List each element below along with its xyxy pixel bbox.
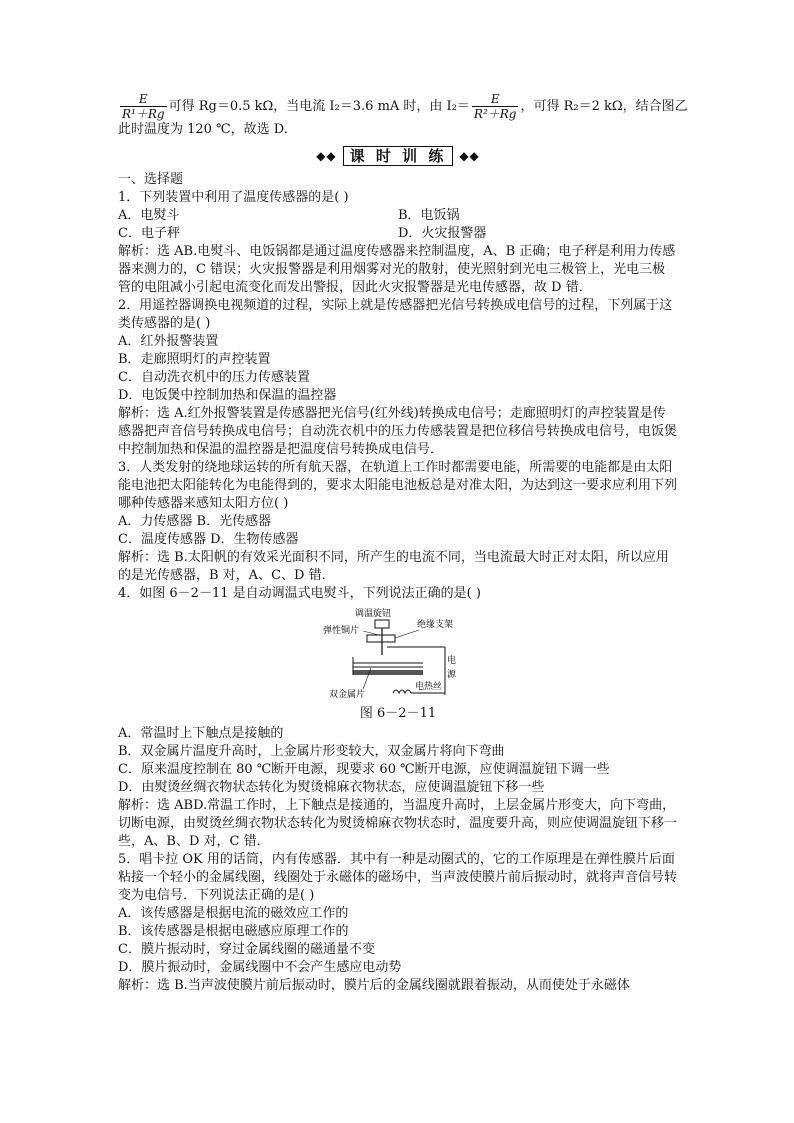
label-power-1: 电 <box>447 656 457 666</box>
label-support: 绝缘支架 <box>417 620 454 630</box>
q4-option-a: A．常温时上下触点是接触的 <box>118 726 284 741</box>
q4-option-b: B．双金属片温度升高时，上金属片形变较大，双金属片将向下弯曲 <box>118 744 505 759</box>
q5-option-b: B．该传感器是根据电磁感应原理工作的 <box>118 924 349 939</box>
iron-plate <box>353 670 423 675</box>
heater-coil <box>393 690 411 693</box>
label-copper: 弹性铜片 <box>323 626 360 636</box>
q2-option-c: C．自动洗衣机中的压力传感装置 <box>118 370 310 385</box>
q4-analysis: 解析：选 ABD.常温工作时，上下触点是接通的，当温度升高时，上层金属片形变大，向下弯曲，切断电源，由熨烫丝绸衣物状态转化为熨烫棉麻衣物状态时，温度要升高，则应使调温旋钮下移一些，A、B、D 对，C 错． <box>118 798 678 849</box>
q4-option-c: C．原来温度控制在 80 ℃断开电源，现要求 60 ℃断开电源，应使调温旋钮下调一些 <box>118 762 610 777</box>
document-page <box>118 92 688 995</box>
diamond-right-icon: ◆◆ <box>459 149 480 163</box>
support-pointer <box>395 630 419 638</box>
q2-stem: 2．用遥控器调换电视频道的过程，实际上就是传感器把光信号转换成电信号的过程，下列属于这类传感器的是( ) <box>118 298 673 331</box>
q1-option-a: A．电熨斗 <box>118 208 180 223</box>
q2-option-b: B．走廊照明灯的声控装置 <box>118 352 271 367</box>
q1-options-row-1 <box>118 207 678 225</box>
diamond-left-icon: ◆◆ <box>316 149 337 163</box>
banner-title: 课 时 训 练 <box>343 146 454 166</box>
q3-stem: 3．人类发射的绕地球运转的所有航天器，在轨道上工作时都需要电能，所需要的电能都是由太阳能电池把太阳能转化为电能得到的，要求太阳能电池板总是对准太阳，为达到这一要求应利用下列哪种传感器来感知太阳方位( ) <box>118 460 678 511</box>
knob-shape <box>375 620 389 628</box>
fraction-e-over-r2-rg: $\frac{E}{\text{R²＋Rg}}$ <box>473 92 517 121</box>
section-heading: 一、选择题 <box>118 172 184 187</box>
intro-line-1: $\frac{E}{\text{R¹＋Rg}}$ 可得 Rg＝0.5 kΩ，当电流 I₂＝3.6 mA 时，由 I₂＝ $\frac{E}{\text{R²＋Rg}}$ ，可得 R₂＝2 kΩ，结合图乙 <box>122 92 688 121</box>
q5-option-c: C．膜片振动时，穿过金属线圈的磁通量不变 <box>118 942 375 957</box>
label-bimetal: 双金属片 <box>329 690 366 700</box>
label-heater: 电热丝 <box>415 682 443 692</box>
q1-stem: 1．下列装置中利用了温度传感器的是( ) <box>118 190 349 205</box>
iron-diagram-svg <box>323 607 473 703</box>
q2-option-a: A．红外报警装置 <box>118 334 219 349</box>
section-banner <box>118 145 678 167</box>
q2-option-d: D．电饭煲中控制加热和保温的温控器 <box>118 388 337 403</box>
label-knob: 调温旋钮 <box>355 609 392 619</box>
figure-caption: 图 6－2－11 <box>359 706 437 721</box>
q5-option-d: D．膜片振动时，金属线圈中不会产生感应电动势 <box>118 960 402 975</box>
q1-option-b: B．电饭锅 <box>398 208 460 223</box>
q1-options-row-2 <box>118 225 678 243</box>
q4-option-d: D．由熨烫丝绸衣物状态转化为熨烫棉麻衣物状态，应使调温旋钮下移一些 <box>118 780 545 795</box>
label-power-2: 源 <box>447 670 457 680</box>
q3-options-cd: C．温度传感器 D．生物传感器 <box>118 532 299 547</box>
q4-stem: 4．如图 6－2－11 是自动调温式电熨斗，下列说法正确的是( ) <box>118 586 481 601</box>
intro-line-2: 此时温度为 120 ℃，故选 D. <box>118 122 288 137</box>
q1-option-d: D．火灾报警器 <box>398 226 487 241</box>
iron-diagram <box>323 607 473 703</box>
q3-analysis: 解析：选 B.太阳帆的有效采光面积不同，所产生的电流不同，当电流最大时正对太阳，所以应用的是光传感器，B 对，A、C、D 错． <box>118 550 669 583</box>
q5-option-a: A．该传感器是根据电流的磁效应工作的 <box>118 906 349 921</box>
insulating-block <box>367 635 395 642</box>
copper-pointer <box>363 631 379 635</box>
q1-option-c: C．电子秤 <box>118 226 180 241</box>
q1-analysis: 解析：选 AB.电熨斗、电饭锅都是通过温度传感器来控制温度，A、B 正确；电子秤是利用力传感器来测力的，C 错误；火灾报警器是利用烟雾对光的散射，使光照射到光电三极管上，光电三极管的电阻减小引起电流变化而发出警报，因此火灾报警器是光电传感器，故 D 错． <box>118 244 676 295</box>
fraction-e-over-r1-rg: $\frac{E}{\text{R¹＋Rg}}$ <box>122 92 165 121</box>
q5-analysis: 解析：选 B.当声波使膜片前后振动时，膜片后的金属线圈就跟着振动，从而使处于永磁体 <box>118 978 630 993</box>
q5-stem: 5．唱卡拉 OK 用的话筒，内有传感器．其中有一种是动圈式的，它的工作原理是在弹性膜片后面粘接一个轻小的金属线圈，线圈处于永磁体的磁场中，当声波使膜片前后振动时，就将声音信号转变为电信号．下列说法正确的是( ) <box>118 852 678 903</box>
q2-analysis: 解析：选 A.红外报警装置是传感器把光信号(红外线)转换成电信号；走廊照明灯的声控装置是传感器把声音信号转换成电信号；自动洗衣机中的压力传感装置是把位移信号转换成电信号，电饭煲中控制加热和保温的温控器是把温度信号转换成电信号． <box>118 406 678 457</box>
q3-options-ab: A．力传感器 B．光传感器 <box>118 514 272 529</box>
